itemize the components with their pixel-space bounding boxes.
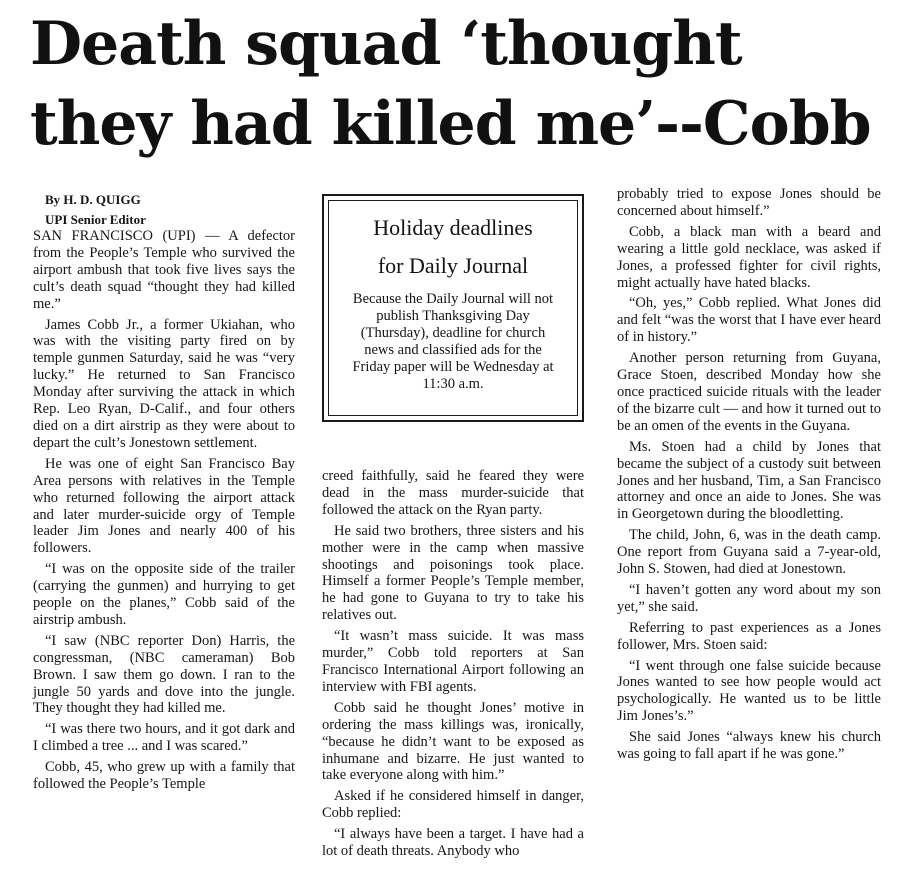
paragraph: “I always have been a target. I have had a lot of death threats. Anybody who	[322, 826, 584, 860]
box-title	[345, 209, 561, 285]
paragraph: “I went through one false suicide because Jones wanted to see how people would act psychologically. He wanted us to be little Jim Jones’s.”	[617, 657, 881, 725]
headline-line-2: they had killed me’--Cobb	[30, 89, 871, 159]
paragraph: “It wasn’t mass suicide. It was mass murder,” Cobb told reporters at San Francisco International Airport following an interview with FBI agents.	[322, 628, 584, 695]
paragraph: Cobb, a black man with a beard and wearing a little gold necklace, was asked if Jones, a professed fighter for civil rights, might actually have hated blacks.	[617, 223, 881, 291]
paragraph: The child, John, 6, was in the death camp. One report from Guyana said a 7-year-old, John S. Stowen, had died at Jonestown.	[617, 527, 881, 578]
paragraph: She said Jones “always knew his church was going to fall apart if he was gone.”	[617, 729, 881, 763]
box-body: Because the Daily Journal will not publish Thanksgiving Day (Thursday), deadline for church news and classified ads for the Friday paper will be Wednesday at 11:30 a.m.	[352, 291, 554, 392]
paragraph: “I was there two hours, and it got dark and I climbed a tree ... and I was scared.”	[33, 721, 295, 755]
headline	[30, 4, 890, 164]
paragraph: “I was on the opposite side of the trailer (carrying the gunmen) and hurrying to get people on the planes,” Cobb said of the airstrip ambush.	[33, 561, 295, 628]
holiday-deadlines-box	[322, 194, 584, 422]
paragraph: “Oh, yes,” Cobb replied. What Jones did and felt “was the worst that I have ever heard of in history.”	[617, 295, 881, 346]
paragraph: “I haven’t gotten any word about my son yet,” she said.	[617, 581, 881, 615]
paragraph: Cobb said he thought Jones’ motive in ordering the mass killings was, ironically, “because he didn’t want to be exposed as inhumane and bizarre. He just wanted to take everyone along with him.”	[322, 699, 584, 784]
box-title-line-2: for Daily Journal	[377, 253, 529, 278]
byline-title: UPI Senior Editor	[45, 212, 146, 227]
byline-author: By H. D. QUIGG	[45, 192, 141, 207]
paragraph: Asked if he considered himself in danger, Cobb replied:	[322, 788, 584, 822]
box-title-line-1: Holiday deadlines	[373, 215, 533, 240]
paragraph: Cobb, 45, who grew up with a family that followed the People’s Temple	[33, 759, 295, 793]
article-column-1	[33, 192, 295, 797]
paragraph: creed faithfully, said he feared they were dead in the mass murder-suicide that followed the attack on the Ryan party.	[322, 468, 584, 518]
holiday-deadlines-inner-border	[328, 200, 578, 416]
paragraph: James Cobb Jr., a former Ukiahan, who was with the visiting party fired on by temple gunmen Saturday, said he was “very lucky.” He returned to San Francisco Monday after surviving the attack in which Rep. Leo Ryan, D-Calif., and four others died on a dirt airstrip as they were about to depart the cult’s Jonestown settlement.	[33, 316, 295, 451]
paragraph: Ms. Stoen had a child by Jones that became the subject of a custody suit between Jones and her husband, Tim, a San Francisco attorney and once an aide to Jones. She was in Georgetown during the bloodletting.	[617, 438, 881, 523]
paragraph: He said two brothers, three sisters and his mother were in the camp when massive shootings and poisonings took place. Himself a former People’s Temple member, he had gone to Guyana to try to take his relatives out.	[322, 522, 584, 624]
paragraph: probably tried to expose Jones should be concerned about himself.”	[617, 186, 881, 219]
article-column-2	[322, 468, 584, 864]
paragraph: Referring to past experiences as a Jones follower, Mrs. Stoen said:	[617, 619, 881, 653]
headline-line-1: Death squad ‘thought	[30, 9, 742, 79]
paragraph: “I saw (NBC reporter Don) Harris, the congressman, (NBC cameraman) Bob Brown. I saw them go down. I ran to the jungle 50 yards and dove into the jungle. They thought they had killed me.	[33, 632, 295, 717]
paragraph: Another person returning from Guyana, Grace Stoen, described Monday how she once practiced suicide rituals with the leader of the bizarre cult — and how it turned out to be an omen of the events in the Guyana.	[617, 350, 881, 434]
article-column-3	[617, 186, 881, 767]
paragraph: SAN FRANCISCO (UPI) — A defector from the People’s Temple who survived the airport ambush that took five lives says the cult’s death squad “thought they had killed me.”	[33, 228, 295, 312]
paragraph: He was one of eight San Francisco Bay Area persons with relatives in the Temple who returned following the airport attack and later murder-suicide orgy of Temple leader Jim Jones and nearly 400 of his followers.	[33, 455, 295, 557]
